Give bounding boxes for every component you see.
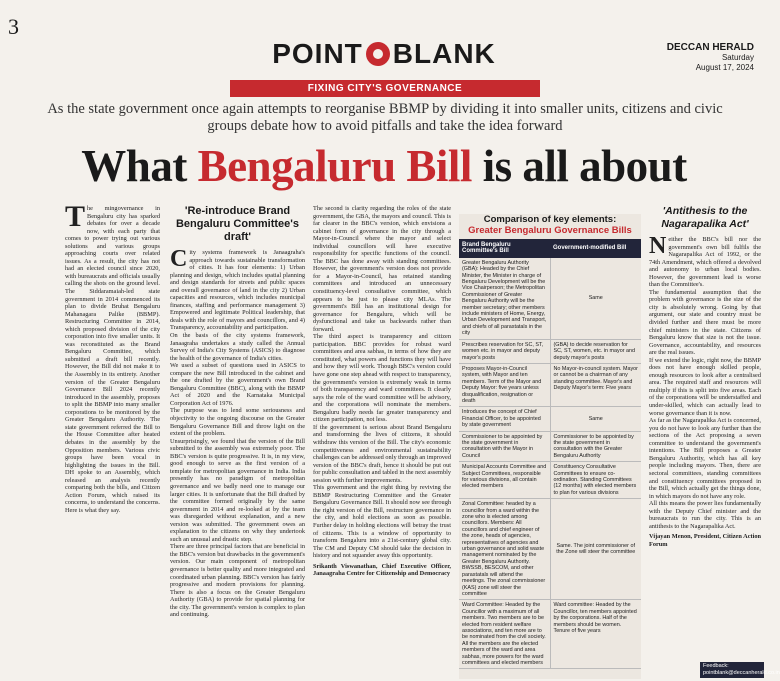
intro-column <box>65 200 160 675</box>
comparison-title: Comparison of key elements: <box>483 214 617 225</box>
table-row: Proposes Mayor-in-Council system, with Mayor and ten members. Term of the Mayor and Deputy Mayor: five years unless disqualification, resignation or death No Mayor-in-council system. Mayor or cannot be a chairman of any standing committee. Mayor's and Deputy Mayor's term: Five years <box>459 363 641 406</box>
article-paragraph: City systems framework is Janaagraha's approach towards sustainable transformation of cities. It has four elements: 1) Urban planning and design, which includes spatial planning and design standards for streets and public spaces and overall governance of land in the city 2) Urban capacities and resources, which includes municipal finances, staffing and performance management 3) Empowered and legitimate Political leadership, that deals with the role of mayors and councillors, and 4) Transparency, accountability and participation. <box>170 246 305 332</box>
article-paragraph: If we extend the logic, right now, the BBMP does not have enough skilled people, enough resources to look after a centralised area. The required staff and resources will multiply if this is split into five areas. Each of the corporations will be understaffed and under-skilled, which can actually lead to worse governance than it is now. <box>649 356 761 417</box>
intro-text: he mingovernance in Bengaluru city has sparked debates for over a decade now, with each party that comes to power trying out various solutions and various groups approaching courts over related issues. As a result, the city has not had an elected council since 2020, with bureaucrats and officials usually calling the shots on the ground level. The Siddaramaiah-led state government in 2014 commenced its plan to divide Bruhat Bengaluru Mahanagara Palike (BBMP). Restructuring Committee in 2014, which proposed division of the city corporation into five smaller units. It was reconstituted as the Brand Bengaluru Committee, which submitted a draft bill recently. However, the Bill did not make it to the Assembly in its entirety. Another version of the Greater Bengaluru Governance Bill 2024 recently introduced in the assembly, proposes to split the BBMP into many smaller corporations to be monitored by the Greater Bengaluru Authority. The state government referred the Bill to the House Committee after heated debates in the assembly by the Opposition members. Various civic groups have been vocal in highlighting the issues in the Bill. DH spoke to an Assembly, which released an analysis recently comparing both the bills, and Citizen Action Forum, which raised its concerns, to understand the concerns. Here is what they say. <box>65 205 160 514</box>
article1-column-b <box>313 205 451 675</box>
feedback-label: Feedback: <box>703 663 729 669</box>
publication-day: Saturday <box>721 53 754 62</box>
section-title-right: BLANK <box>392 38 496 69</box>
section-masthead <box>0 38 768 70</box>
article2-column <box>649 205 761 660</box>
comparison-table <box>459 239 641 669</box>
article-paragraph: The purpose was to lend some seriousness and objectivity to the ongoing discourse on the Greater Bengaluru Governance Bill and throw light on the extent of the problem. <box>170 407 305 438</box>
article2-dropcap: N <box>649 233 667 259</box>
headline-end: is all about <box>471 141 687 191</box>
table-row: Prescribes reservation for SC, ST, women etc. in mayor and deputy mayor's posts (GBA) to decide reservation for SC, ST, women, etc. in mayor and deputy mayor's posts <box>459 339 641 363</box>
table-row: Zonal Committee: headed by a councillor from a ward within the zone who is elected among councillors. Members: All councillors and chief engineer of the zone, heads of agencies, representatives of agencies and urban governance and solid waste management nominated by the Greater Bengaluru Authority. BWSSB, BESCOM, and other parastatals will attend the meetings. The zonal commissioner (KAS) zone will steer the committee Same. The joint commissioner of the Zone will steer the committee <box>459 499 641 600</box>
article-paragraph: There are three principal factors that are beneficial in the BBC's version but drawbacks in the government's version. Our main component of metropolitan governance is better quality and more integrated and coordinated urban planning. BBC's version has fairly progressive and modern provisions for planning. There is also a focus on the Greater Bengaluru Authority (GBA) to provide for spatial planning for the city. The government's version is complex to plan and continuing. <box>170 543 305 619</box>
article-paragraph: We used a subset of questions used in ASICS to compare the new Bill introduced in the cabinet and the one drafted by the government's own Brand Bengaluru Committee (BBC), along with the BBMP Act of 2020 and the Karnataka Municipal Corporation Act of 1976. <box>170 362 305 407</box>
article-paragraph: Unsurprisingly, we found that the version of the Bill submitted to the assembly was extremely poor. The BBC's version is quite progressive. It is, in my view, good enough to serve as the first version of a template for metropolitan governance in India. India presently has no paradigm of metropolitan governance and we badly need one to manage our larger cities. It is unfortunate that the Bill drafted by the committee formed originally by the same government in 2014 and re-looked at by the team was disregarded without explanation, and a new version was submitted. The government owes an explanation to the citizens on why they undertook such an unusual and drastic step. <box>170 437 305 543</box>
article-paragraph: All this means the power lies fundamentally with the Deputy Chief minister and the bureaucrats to run the city. This is an antithesis to the Nagarapalika Act. <box>649 500 761 530</box>
deck-text: As the state government once again attempts to reorganise BBMP by dividing it into smaller units, citizens and civic groups debate how to avoid pitfalls and take the idea forward <box>47 101 723 134</box>
comparison-header-bbc: Brand Bengaluru Committee's Bill <box>459 239 550 258</box>
publication-info <box>667 42 754 73</box>
publication-date: August 17, 2024 <box>695 63 754 72</box>
table-row: Greater Bengaluru Authority (GBA): Headed by the Chief Minister, the Minister in charge of Bengaluru Development will be the Vice Chairperson; the Metropolitan Commissioner of Greater Bengaluru Authority will be the member secretary; other members include ministers of Home, Energy, Urban Development and Transport, and chiefs of all parastatals in the city Same <box>459 258 641 339</box>
table-row: Ward Committee: Headed by the Councillor with a maximum of all members. Two members are to be elected from resident welfare associations, and ten more are to be nominated from the civil society. All the members are the elected members of the ward and area sabhas, more powers for the ward committees and elected members Ward committee: Headed by the Councillor, ten members appointed by the corporations. Half of the members should be women. Tenure of five years <box>459 600 641 669</box>
article-paragraph: The fundamental assumption that the problem with governance is the size of the city is absolutely wrong. Going by that argument, our state and country must be divided further and there must be more chief ministers in the state. Citizens of Bengaluru know that size is not the issue. Governance, accountability, and resources are the real issues. <box>649 288 761 357</box>
headline-highlight: Bengaluru Bill <box>197 141 472 191</box>
article-paragraph: If the government is serious about Brand Bengaluru and transforming the lives of citizens, it should withdraw this version of the Bill. The city's economic competitiveness and environmental sustainability challenges can be addressed only through an improved version of the BBC's draft, hence it should be put out for public consultation and tabled in the next assembly session with further improvements. <box>313 423 451 484</box>
article-paragraph: The second is clarity regarding the roles of the state government, the GBA, the mayors and council. This is far clearer in the BBC's version, which envisions a cabinet form of governance in the city through a Mayor-in-Council where the mayor and select individual councillors will have executive responsibility for specific functions of the council. The BBC has done away with standing committees. However, the government's version does not provide for a Mayor-in-Council, has retained standing committees and introduced an unnecessary constituency-level consultative committee, which appears to be just to please city MLAs. The government's Bill has an institutional design for governance for Bengaluru, which will be dysfunctional and take us backwards rather than forward. <box>313 205 451 333</box>
article1-signature: Srikanth Viswanathan, Chief Executive Officer, Janaagraha Centre for Citizenship and Democracy <box>313 562 451 578</box>
table-row: Commissioner to be appointed by the state government in consultation with the Mayor in Council Commissioner to be appointed by the state government in consultation with the Greater Bengaluru Authority <box>459 431 641 462</box>
article-paragraph: Neither the BBC's bill nor the government's own bill fulfils the Nagarapalika Act of 1992, or the 74th Amendment, which offered a devolved and autonomy to urban local bodies. However, the government lead is worse than the Committee's. <box>649 233 761 289</box>
headline-start: What <box>81 141 198 191</box>
page-number: 3 <box>8 14 19 39</box>
table-row: Municipal Accounts Committee and Subject Committees, responsible for various divisions, all contain elected members Constituency Consultative Committees to ensure co-ordination. Standing Committees (12 months) with elected members to plan for various divisions <box>459 462 641 499</box>
feedback-email: pointblank@deccanherald.co.in <box>703 670 780 676</box>
publication-name: DECCAN HERALD <box>666 42 754 53</box>
article1-dropcap: C <box>170 246 188 272</box>
article1-heading: 'Re-introduce Brand Bengaluru Committee's draft' <box>175 205 300 243</box>
article1-column-a <box>170 205 305 675</box>
article2-heading: 'Antithesis to the Nagarapalika Act' <box>661 205 749 230</box>
comparison-subtitle: Greater Bengaluru Governance Bills <box>468 225 632 236</box>
article-paragraph: This government and the right thing by reviving the BBMP Restructuring Committee and the Greater Bengaluru Governance Bill. It should now see through the right version of the Bill, restructure governance in the city, and hold elections as soon as possible. Further delay in holding elections will betray the trust of citizens. This is a window of opportunity to transform Bengaluru into a 21st-century global city. The CM and Deputy CM should take the decision in history and not squander away this opportunity. <box>313 484 451 560</box>
comparison-header-govt: Government-modified Bill <box>550 239 641 258</box>
topic-strap: FIXING CITY'S GOVERNANCE <box>230 80 540 97</box>
target-icon <box>366 42 390 66</box>
article-paragraph: The third aspect is transparency and citizen participation. BBC provides for robust ward committees and area sabhas, in terms of how they are constituted, what powers and functions they will have and how they will work. Though BBC's version could have gone one step ahead with respect to transparency, the government's version is extremely weak in terms of both transparency and ward committees. It clearly says the role of the ward committee will be advisory, and the corporations will nominate the members. Bengaluru badly needs far greater transparency and citizen participation, not less. <box>313 333 451 424</box>
intro-dropcap: T <box>65 200 86 233</box>
article-paragraph: On the basis of the city systems framework, Janaagraha undertakes a study called the Annual Survey of India's City Systems (ASICS) to diagnose the health of the governance of India's cities. <box>170 332 305 362</box>
feedback-box <box>700 662 780 678</box>
section-title-left: POINT <box>272 38 363 69</box>
table-row: Introduces the concept of Chief Financial Officer, to be appointed by state government Same <box>459 407 641 431</box>
comparison-box <box>459 214 641 679</box>
article-paragraph: As far as the Nagarapalika Act is concerned, you do not have to look any further than the sections of the Act proposing a seven committee to understand the government's intentions. The Bill proposes a Greater Bengaluru Authority, which has all key people including mayors. Then, there are sectoral committees, standing committees and constituency committees proposed in the Bill, which actually get the things done, in which mayors do not have any role. <box>649 417 761 500</box>
article2-signature: Vijayan Menon, President, Citizen Action Forum <box>649 533 761 548</box>
headline <box>0 140 768 192</box>
